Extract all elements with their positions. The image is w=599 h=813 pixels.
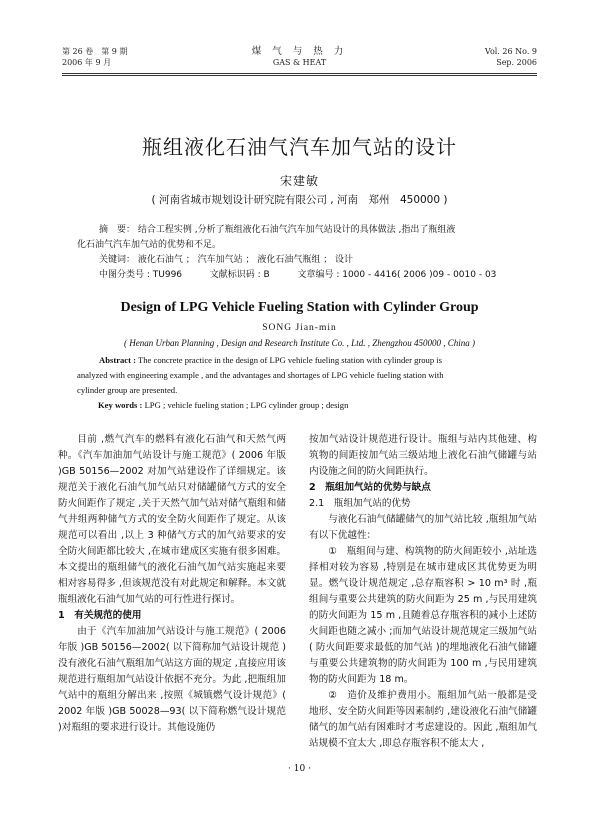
journal-volume-info-en [485, 46, 537, 68]
author-affiliation-en: ( Henan Urban Planning , Design and Research Institute Co. , Ltd. , Zhengzhou 450000 , China ) [124, 338, 475, 348]
body-paragraph: 与液化石油气储罐储气的加气站比较 ,瓶组加气站有以下优越性： [309, 514, 537, 541]
document-code: 文献标识码 : B [209, 270, 270, 280]
volume-issue-en: Vol. 26 No. 9 [484, 47, 537, 56]
abstract-en-label: Abstract : [99, 355, 136, 365]
author-name: 宋建敏 [279, 174, 319, 188]
issue-date-en: Sep. 2006 [496, 58, 537, 67]
journal-name-zh: 煤 气 与 热 力 [251, 46, 348, 57]
classification-line [77, 268, 547, 283]
author-name-en: SONG Jian-min [262, 323, 337, 333]
subsection-heading-2-1: 2.1 瓶组加气站的优势 [309, 498, 411, 509]
body-column-left [58, 432, 286, 736]
abstract-en-text-3: cylinder group are presented. [77, 385, 178, 395]
author-affiliation: ( 河南省城市规划设计研究院有限公司 , 河南 郑州 450000 ) [151, 194, 448, 206]
section-heading-2: 2 瓶组加气站的优势与缺点 [309, 482, 431, 493]
paper-title-en: Design of LPG Vehicle Fueling Station with Cylinder Group [120, 300, 479, 315]
page-number: · 10 · [288, 764, 311, 774]
body-paragraph: 由于《汽车加油加气站设计与施工规范》( 2006 年版 )GB 50156—2002( 以下简称加气站设计规范 ) 没有液化石油气瓶组加气站这方面的规定 ,直接应用该规范进行瓶组加气站设计依据不充分。为此 ,把瓶组加气站中的瓶组分解出来 ,按照《城镇燃气设计规范》( 2002 年版 )GB 50028—93( 以下简称燃气设计规范 )对瓶组的要求进行设计。其他设施仍 [58, 626, 286, 733]
volume-issue: 第 26 卷 第 9 期 [62, 47, 128, 56]
abstract-text-2: 化石油气汽车加气站的优势和不足。 [77, 239, 222, 250]
section-heading-1: 1 有关规范的使用 [58, 610, 142, 621]
abstract-label: 摘 要： [99, 225, 136, 235]
paper-title: 瓶组液化石油气汽车加气站的设计 [142, 135, 457, 159]
abstract-en-line1 [77, 353, 525, 368]
abstract-zh-line1 [77, 223, 525, 238]
body-paragraph: ② 造价及维护费用小。瓶组加气站一般都是受地形、安全防火间距等因素制约 ,建设液化石油气储罐储气的加气站有困难时才考虑建设的。因此 ,瓶组加气站规模不宜太大 ,即总存瓶容积不能太大 , [309, 690, 537, 749]
keywords-en-label: Key words : [98, 400, 143, 410]
body-paragraph: ① 瓶组间与建、构筑物的防火间距较小 ,站址选择相对较为容易 ,特别是在城市建成区其优势更为明显。燃气设计规范规定 ,总存瓶容积 > 10 m³ 时 ,瓶组间与重要公共建筑的防火间距为 25 m ,与民用建筑的防火间距为 15 m ,且随着总存瓶容积的减小上述防火间距也随之减小 ;而加气站设计规范规定三级加气站( 防火间距要求最低的加气站 )的埋地液化石油气储罐与重要公共建筑物的防火间距为 100 m ,与民用建筑物的防火间距为 18 m。 [309, 546, 537, 685]
journal-name-en: GAS & HEAT [272, 58, 327, 67]
abstract-zh [77, 223, 525, 252]
abstract-en [77, 353, 525, 398]
issue-date: 2006 年 9 月 [62, 58, 112, 67]
keywords-en-text: LPG ; vehicle fueling station ; LPG cylinder group ; design [144, 400, 349, 410]
article-number: 文章编号 : 1000 - 4416( 2006 )09 - 0010 - 03 [297, 270, 497, 280]
keywords-zh [77, 253, 547, 268]
body-column-right [309, 432, 537, 752]
body-paragraph: 按加气站设计规范进行设计。瓶组与站内其他建、构筑物的间距按加气站三级站地上液化石油气储罐与站内设施之间的防火间距执行。 [309, 434, 537, 477]
header-rule [62, 73, 537, 74]
header-rule-secondary [62, 75, 537, 76]
abstract-en-text-2: analyzed with engineering example , and the advantages and shortages of LPG vehicle fueling station with [77, 370, 444, 380]
abstract-en-text-1: The concrete practice in the design of LPG vehicle fueling station with cylinder group is [138, 355, 443, 365]
keywords-label: 关键词： [99, 255, 136, 265]
abstract-text-1: 结合工程实例 ,分析了瓶组液化石油气汽车加气站设计的具体做法 ,指出了瓶组液 [137, 225, 456, 235]
class-number: 中图分类号 : TU996 [99, 270, 183, 280]
body-paragraph: 目前 ,燃气汽车的燃料有液化石油气和天然气两种。《汽车加油加气站设计与施工规范》( 2006 年版 )GB 50156—2002 对加气站建设作了详细规定。该规范关于液化石油气加气站只对储罐储气方式的安全防火间距作了规定 ,关于天然气加气站对储气瓶组和储气井组两种储气方式的安全防火间距作了规定。从该规范可以看出 ,以上 3 种储气方式的加气站要求的安全防火间距都比较大 ,在城市建成区实施有很多困难。本文提出的瓶组储气的液化石油气加气站实施起来要相对容易得多 ,但该规范没有对此规定和解释。本文就瓶组液化石油气加气站的可行性进行探讨。 [58, 434, 286, 605]
keywords-text: 液化石油气 ； 汽车加气站 ； 液化石油气瓶组 ； 设计 [137, 255, 354, 265]
keywords-en [98, 400, 528, 410]
